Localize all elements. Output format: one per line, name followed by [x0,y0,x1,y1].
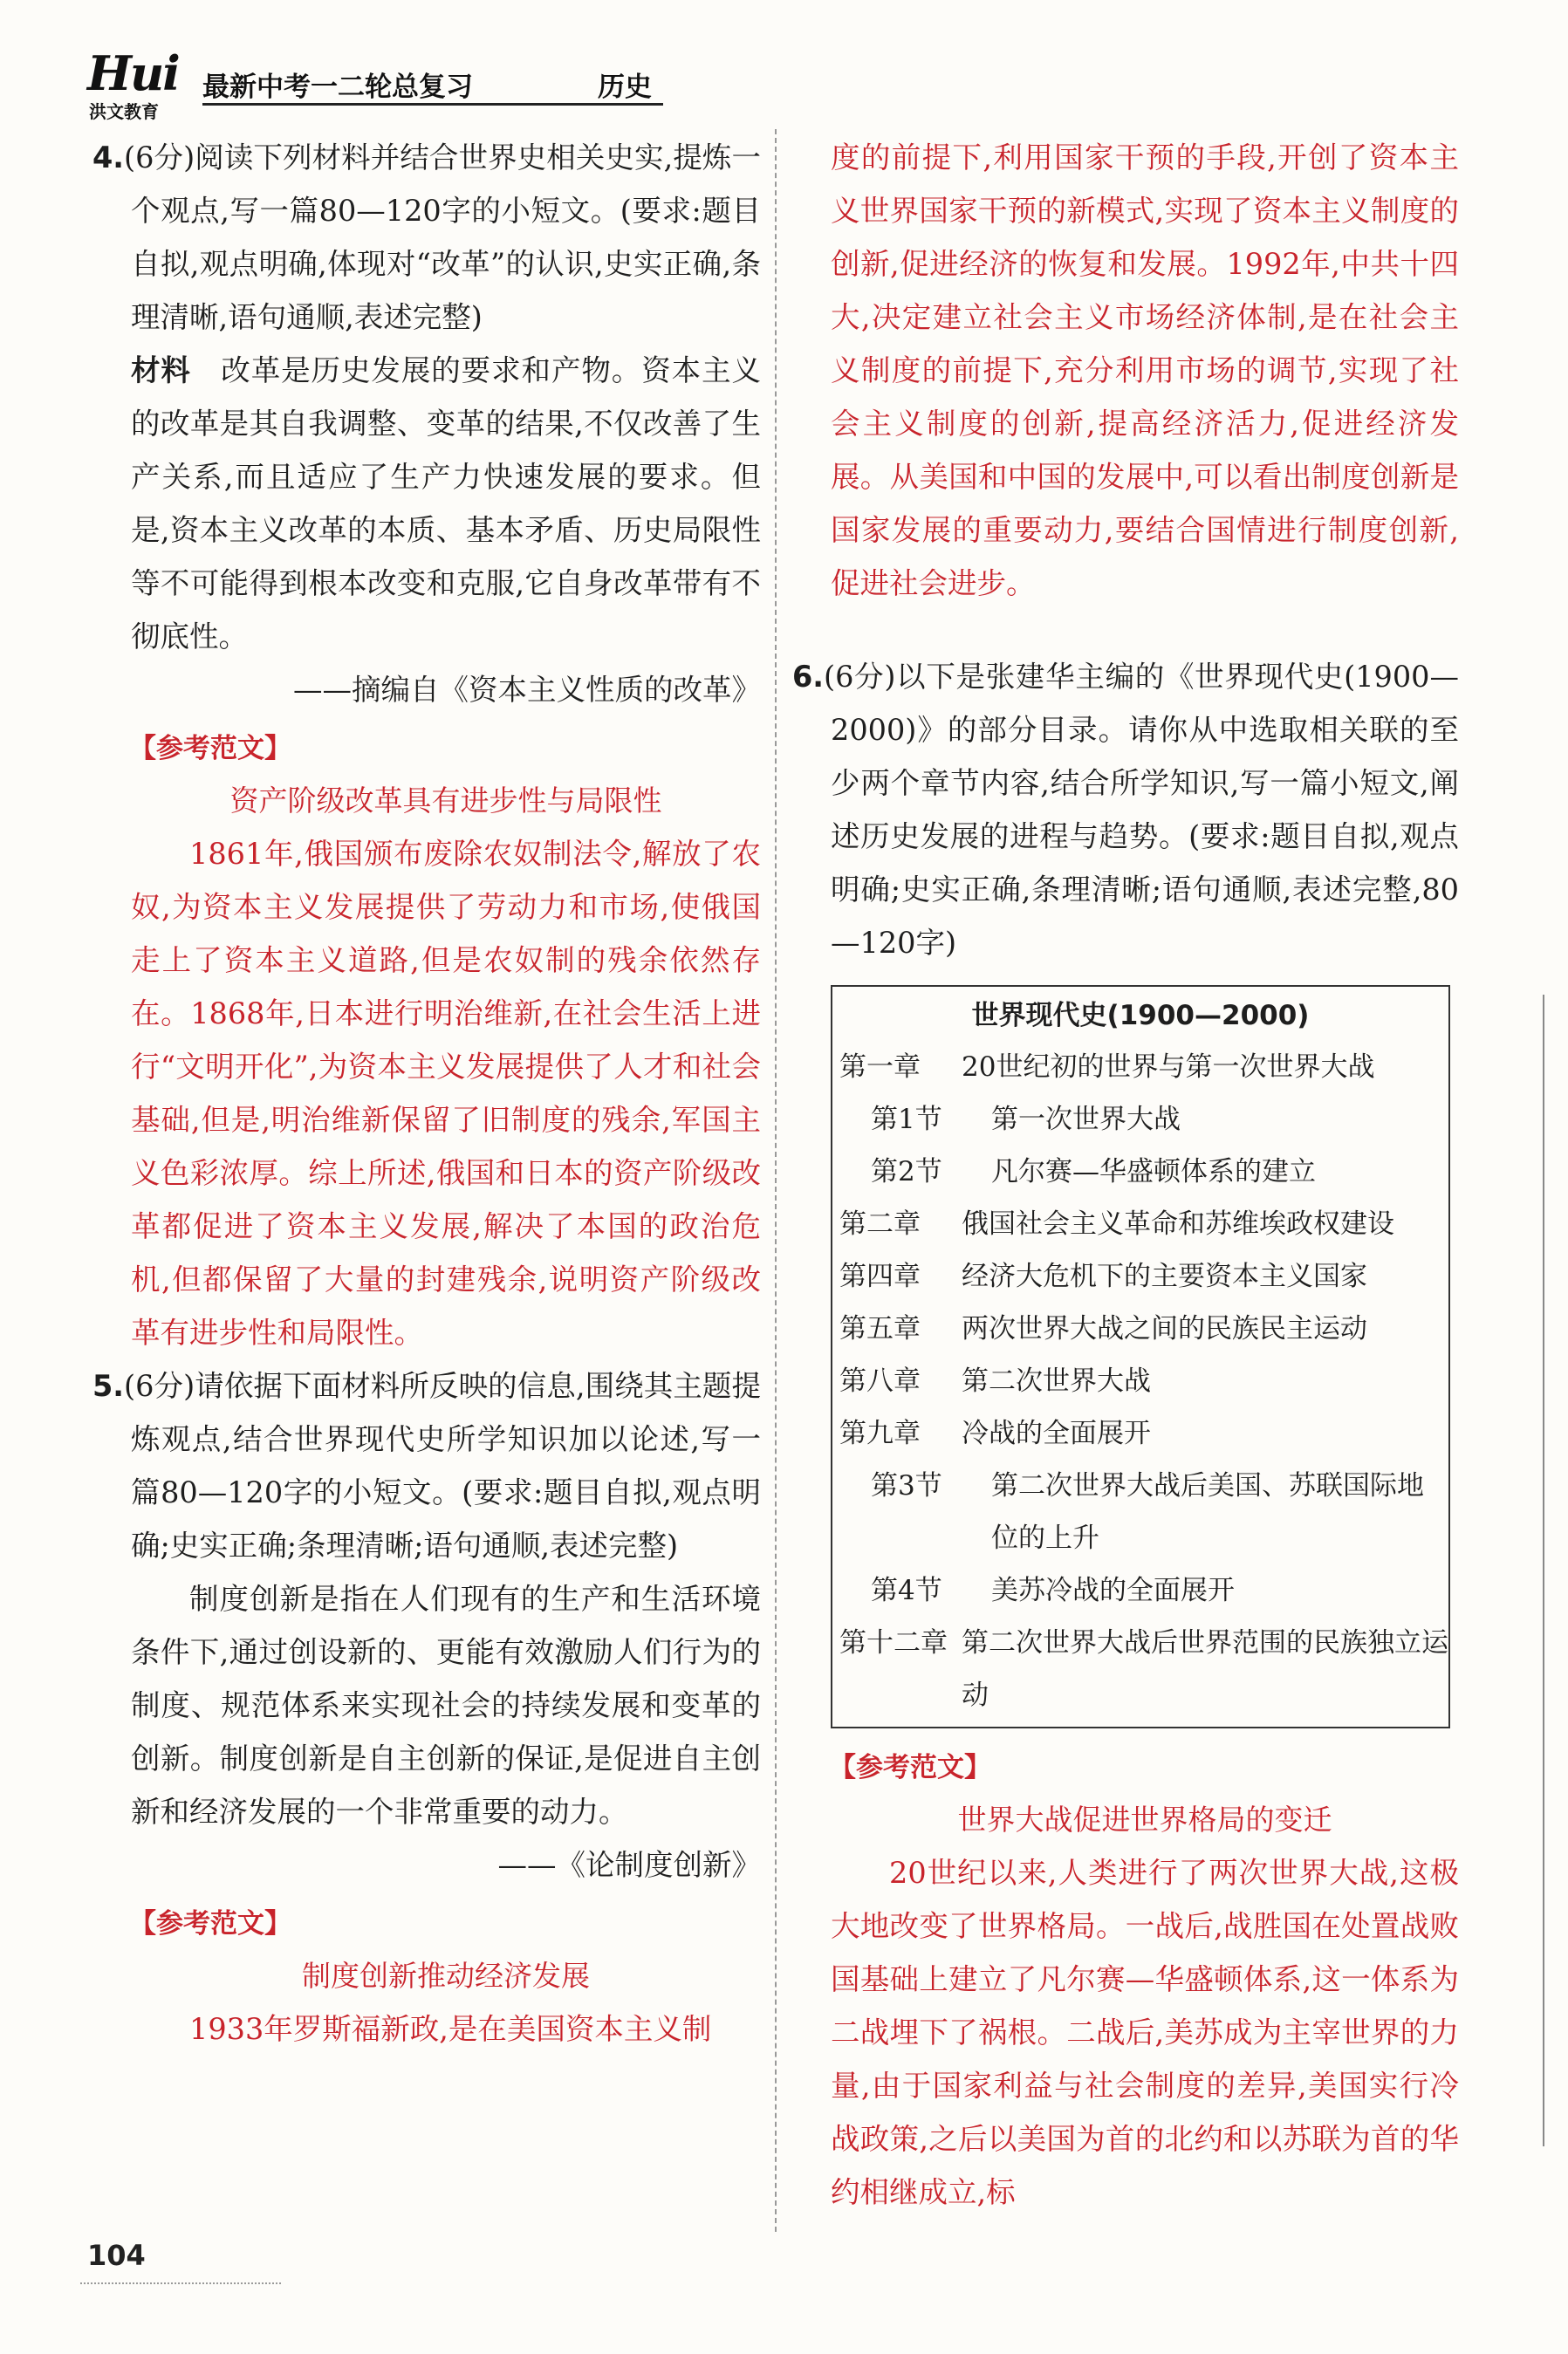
publisher-logo: Hui [87,45,179,101]
toc-number: 第四章 [839,1261,921,1292]
question-5-answer-tag: 【参考范文】 [129,1908,291,1940]
question-4-material [131,344,761,663]
toc-chapter [832,1041,1448,1093]
toc-text: 20世纪初的世界与第一次世界大战 [962,1051,1375,1083]
toc-section [832,1460,1448,1564]
question-6-essay: 20世纪以来,人类进行了两次世界大战,这极大地改变了世界格局。一战后,战胜国在处置战败国基础上建立了凡尔赛—华盛顿体系,这一体系为二战埋下了祸根。二战后,美苏成为主宰世界的力量,由于国家利益与社会制度的差异,美国实行冷战政策,之后以美国为首的北约和以苏联为首的华约相继成立,标 [831,1856,1459,2209]
question-4 [92,131,762,1359]
toc-chapter [832,1250,1448,1303]
right-column [792,131,1459,2219]
question-4-material-text: 改革是历史发展的要求和产物。资本主义的改革是其自我调整、变革的结果,不仅改善了生产关系,而且适应了生产力快速发展的要求。但是,资本主义改革的本质、基本矛盾、历史局限性等不可能得到根本改变和克服,它自身改革带有不彻底性。 [131,353,762,654]
toc-number: 第二章 [839,1208,921,1240]
toc-chapter [832,1617,1448,1721]
question-4-prompt-text: (6分)阅读下列材料并结合世界史相关史实,提炼一个观点,写一篇80—120字的小短文。(要求:题目自拟,观点明确,体现对“改革”的认识,史实正确,条理清晰,语句通顺,表述完整) [124,140,761,334]
toc-text: 美苏冷战的全面展开 [991,1575,1235,1606]
toc-chapter [832,1355,1448,1407]
toc-number: 第1节 [871,1104,942,1135]
toc-text: 第二次世界大战后美国、苏联国际地位的上升 [991,1470,1424,1554]
toc-text: 第一次世界大战 [991,1104,1181,1135]
question-5-essay-start: 1933年罗斯福新政,是在美国资本主义制 [189,2012,712,2046]
table-of-contents [831,985,1450,1728]
toc-chapter [832,1303,1448,1355]
toc-number: 第4节 [871,1575,942,1606]
question-5 [92,1359,761,2056]
toc-number: 第五章 [839,1313,921,1345]
question-4-source: ——摘编自《资本主义性质的改革》 [293,673,761,707]
question-5-essay-title: 制度创新推动经济发展 [302,1959,590,1993]
question-4-number: 4. [92,140,125,174]
question-5-source: ——《论制度创新》 [497,1848,761,1882]
left-column [92,131,762,2056]
question-6-essay-title: 世界大战促进世界格局的变迁 [957,1803,1332,1837]
question-6 [792,650,1459,2219]
question-5-material: 制度创新是指在人们现有的生产和生活环境条件下,通过创设新的、更能有效激励人们行为的制度、规范体系来实现社会的持续发展和变革的创新。制度创新是自主创新的保证,是促进自主创新和经济发展的一个非常重要的动力。 [131,1582,761,1829]
question-5-prompt-text: (6分)请依据下面材料所反映的信息,围绕其主题提炼观点,结合世界现代史所学知识加以论述,写一篇80—120字的小短文。(要求:题目自拟,观点明确;史实正确;条理清晰;语句通顺,表述完整) [124,1369,761,1563]
toc-chapter [832,1407,1448,1460]
toc-text: 经济大危机下的主要资本主义国家 [962,1261,1367,1292]
toc-text: 俄国社会主义革命和苏维埃政权建设 [962,1208,1394,1240]
toc-number: 第八章 [839,1365,921,1397]
question-4-essay: 1861年,俄国颁布废除农奴制法令,解放了农奴,为资本主义发展提供了劳动力和市场,使俄国走上了资本主义道路,但是农奴制的残余依然存在。1868年,日本进行明治维新,在社会生活上进行“文明开化”,为资本主义发展提供了人才和社会基础,但是,明治维新保留了旧制度的残余,军国主义色彩浓厚。综上所述,俄国和日本的资产阶级改革都促进了资本主义发展,解决了本国的政治危机,但都保留了大量的封建残余,说明资产阶级改革有进步性和局限性。 [131,837,761,1350]
column-divider [775,129,777,2232]
toc-text: 第二次世界大战 [962,1365,1151,1397]
page-header [87,45,698,122]
toc-section [832,1093,1448,1146]
book-title: 最新中考一二轮总复习 [202,72,473,103]
toc-text: 凡尔赛—华盛顿体系的建立 [991,1156,1316,1187]
toc-number: 第3节 [871,1470,942,1502]
toc-number: 第一章 [839,1051,921,1083]
question-5-prompt [92,1359,761,1572]
page-number-rule [80,2282,281,2284]
page-edge-line [1543,995,1544,2146]
page-number: 104 [87,2239,146,2272]
toc-title: 世界现代史(1900—2000) [971,1000,1310,1031]
toc-section [832,1564,1448,1617]
toc-number: 第九章 [839,1418,921,1449]
toc-text: 冷战的全面展开 [962,1418,1151,1449]
question-6-answer-tag: 【参考范文】 [829,1752,991,1783]
question-6-prompt-text: (6分)以下是张建华主编的《世界现代史(1900—2000)》的部分目录。请你从中选取相关联的至少两个章节内容,结合所学知识,写一篇小短文,阐述历史发展的进程与趋势。(要求:题目自拟,观点明确;史实正确,条理清晰;语句通顺,表述完整,80—120字) [824,660,1459,960]
toc-text: 两次世界大战之间的民族民主运动 [962,1313,1367,1345]
publisher-name: 洪文教育 [89,101,159,122]
header-rule [202,103,663,106]
toc-chapter [832,1198,1448,1250]
toc-section [832,1146,1448,1198]
subject-title: 历史 [598,72,652,103]
question-4-prompt [92,131,761,344]
question-4-answer-tag: 【参考范文】 [129,733,291,764]
question-6-prompt [792,650,1459,969]
question-5-number: 5. [92,1369,125,1403]
toc-number: 第2节 [871,1156,942,1187]
material-label: 材料 [131,353,191,387]
toc-text: 第二次世界大战后世界范围的民族独立运动 [962,1627,1448,1711]
question-6-number: 6. [792,660,825,694]
question-4-essay-title: 资产阶级改革具有进步性与局限性 [229,784,662,818]
question-5-essay-continued: 度的前提下,利用国家干预的手段,开创了资本主义世界国家干预的新模式,实现了资本主义制度的创新,促进经济的恢复和发展。1992年,中共十四大,决定建立社会主义市场经济体制,是在社会主义制度的前提下,充分利用市场的调节,实现了社会主义制度的创新,提高经济活力,促进经济发展。从美国和中国的发展中,可以看出制度创新是国家发展的重要动力,要结合国情进行制度创新,促进社会进步。 [831,140,1459,600]
toc-number: 第十二章 [839,1627,948,1659]
